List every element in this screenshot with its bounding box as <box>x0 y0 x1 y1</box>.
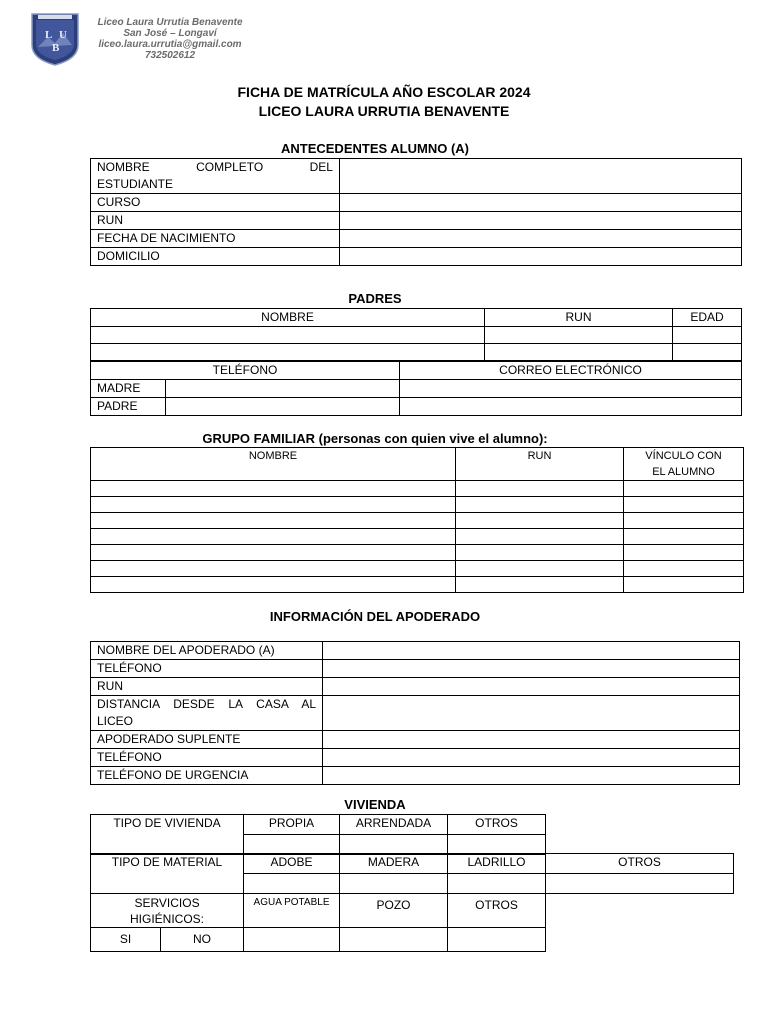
guardian-name-field[interactable] <box>323 642 740 660</box>
family-col-name: NOMBRE <box>91 448 456 481</box>
run-label: RUN <box>91 212 340 230</box>
parent2-run-field[interactable] <box>485 344 673 361</box>
parents-heading: PADRES <box>348 291 402 306</box>
distance-label: DISTANCIA DESDE LA CASA AL LICEO <box>91 696 323 731</box>
distance-field[interactable] <box>323 696 740 731</box>
guardian-run-label: RUN <box>91 678 323 696</box>
school-header <box>90 17 250 61</box>
family-row-name-field[interactable] <box>91 545 456 561</box>
run-field[interactable] <box>340 212 742 230</box>
family-row-link-field[interactable] <box>624 577 744 593</box>
parent2-name-field[interactable] <box>91 344 485 361</box>
school-email: liceo.laura.urrutia@gmail.com <box>98 39 242 50</box>
family-row-run-field[interactable] <box>456 561 624 577</box>
svg-text:B: B <box>52 42 60 54</box>
student-name-label: NOMBRE COMPLETO DEL ESTUDIANTE <box>91 159 340 194</box>
father-phone-field[interactable] <box>166 398 400 416</box>
sanitary-yes-label[interactable]: SI <box>91 928 161 952</box>
father-label: PADRE <box>91 398 166 416</box>
family-row-name-field[interactable] <box>91 561 456 577</box>
sanitary-well-field[interactable] <box>340 928 448 952</box>
school-location: San José – Longaví <box>123 28 217 39</box>
sanitary-water-label: AGUA POTABLE <box>244 894 340 928</box>
material-wood-field[interactable] <box>340 874 448 894</box>
guardian-heading: INFORMACIÓN DEL APODERADO <box>269 609 481 624</box>
guardian-run-field[interactable] <box>323 678 740 696</box>
contact-col-phone: TELÉFONO <box>91 362 400 380</box>
parents-col-name: NOMBRE <box>91 309 485 327</box>
family-row-link-field[interactable] <box>624 561 744 577</box>
mother-email-field[interactable] <box>400 380 742 398</box>
parent2-age-field[interactable] <box>673 344 742 361</box>
substitute-phone-label: TELÉFONO <box>91 749 323 767</box>
parents-col-age: EDAD <box>673 309 742 327</box>
emergency-phone-field[interactable] <box>323 767 740 785</box>
family-row-run-field[interactable] <box>456 481 624 497</box>
student-heading: ANTECEDENTES ALUMNO (A) <box>280 141 469 156</box>
material-brick-field[interactable] <box>448 874 546 894</box>
housing-heading: VIVIENDA <box>344 797 406 812</box>
parents-col-run: RUN <box>485 309 673 327</box>
material-others-field[interactable] <box>546 874 734 894</box>
housing-others-label: OTROS <box>448 815 546 835</box>
guardian-phone-field[interactable] <box>323 660 740 678</box>
family-row-link-field[interactable] <box>624 513 744 529</box>
sanitary-others-label: OTROS <box>448 894 546 928</box>
sanitary-no-label[interactable]: NO <box>161 928 244 952</box>
guardian-table <box>90 641 740 785</box>
guardian-name-label: NOMBRE DEL APODERADO (A) <box>91 642 323 660</box>
course-field[interactable] <box>340 194 742 212</box>
sanitary-others-field[interactable] <box>448 928 546 952</box>
parent1-run-field[interactable] <box>485 327 673 344</box>
school-name: Liceo Laura Urrutia Benavente <box>97 17 243 28</box>
housing-rented-field[interactable] <box>340 835 448 855</box>
contact-col-email: CORREO ELECTRÓNICO <box>400 362 742 380</box>
address-label: DOMICILIO <box>91 248 340 266</box>
guardian-phone-label: TELÉFONO <box>91 660 323 678</box>
parents-contact-table <box>90 361 742 416</box>
substitute-field[interactable] <box>323 731 740 749</box>
birthdate-label: FECHA DE NACIMIENTO <box>91 230 340 248</box>
material-wood-label: MADERA <box>340 854 448 874</box>
material-adobe-field[interactable] <box>244 874 340 894</box>
sanitary-water-field[interactable] <box>244 928 340 952</box>
address-field[interactable] <box>340 248 742 266</box>
sanitary-table <box>90 893 546 952</box>
material-brick-label: LADRILLO <box>448 854 546 874</box>
family-row-run-field[interactable] <box>456 529 624 545</box>
material-table <box>90 853 734 894</box>
family-row-run-field[interactable] <box>456 497 624 513</box>
family-row-link-field[interactable] <box>624 529 744 545</box>
family-row-link-field[interactable] <box>624 497 744 513</box>
housing-rented-label: ARRENDADA <box>340 815 448 835</box>
parent1-age-field[interactable] <box>673 327 742 344</box>
housing-own-label: PROPIA <box>244 815 340 835</box>
material-adobe-label: ADOBE <box>244 854 340 874</box>
family-table <box>90 447 744 593</box>
housing-type-table <box>90 814 546 855</box>
family-row-run-field[interactable] <box>456 577 624 593</box>
substitute-phone-field[interactable] <box>323 749 740 767</box>
family-col-link: VÍNCULO CON EL ALUMNO <box>624 448 744 481</box>
substitute-label: APODERADO SUPLENTE <box>91 731 323 749</box>
school-phone: 732502612 <box>144 50 196 61</box>
family-row-name-field[interactable] <box>91 577 456 593</box>
family-row-name-field[interactable] <box>91 529 456 545</box>
form-title: FICHA DE MATRÍCULA AÑO ESCOLAR 2024 <box>237 84 531 100</box>
family-row-link-field[interactable] <box>624 481 744 497</box>
school-crest-logo <box>28 11 82 67</box>
family-heading: GRUPO FAMILIAR (personas con quien vive el alumno): <box>202 431 548 446</box>
housing-own-field[interactable] <box>244 835 340 855</box>
mother-label: MADRE <box>91 380 166 398</box>
birthdate-field[interactable] <box>340 230 742 248</box>
family-col-run: RUN <box>456 448 624 481</box>
parent1-name-field[interactable] <box>91 327 485 344</box>
material-others-label: OTROS <box>546 854 734 874</box>
form-subtitle: LICEO LAURA URRUTIA BENAVENTE <box>258 103 510 119</box>
parents-table <box>90 308 742 361</box>
sanitary-label: SERVICIOS HIGIÉNICOS: <box>91 894 244 928</box>
family-row-name-field[interactable] <box>91 513 456 529</box>
housing-type-label: TIPO DE VIVIENDA <box>91 815 244 855</box>
housing-others-field[interactable] <box>448 835 546 855</box>
emergency-phone-label: TELÉFONO DE URGENCIA <box>91 767 323 785</box>
sanitary-well-label: POZO <box>340 894 448 928</box>
student-name-field[interactable] <box>340 159 742 194</box>
family-row-link-field[interactable] <box>624 545 744 561</box>
father-email-field[interactable] <box>400 398 742 416</box>
svg-text:L: L <box>45 29 53 41</box>
family-row-run-field[interactable] <box>456 545 624 561</box>
mother-phone-field[interactable] <box>166 380 400 398</box>
family-row-run-field[interactable] <box>456 513 624 529</box>
family-row-name-field[interactable] <box>91 497 456 513</box>
student-table <box>90 158 742 266</box>
course-label: CURSO <box>91 194 340 212</box>
svg-text:U: U <box>59 29 67 41</box>
material-type-label: TIPO DE MATERIAL <box>91 854 244 894</box>
family-row-name-field[interactable] <box>91 481 456 497</box>
